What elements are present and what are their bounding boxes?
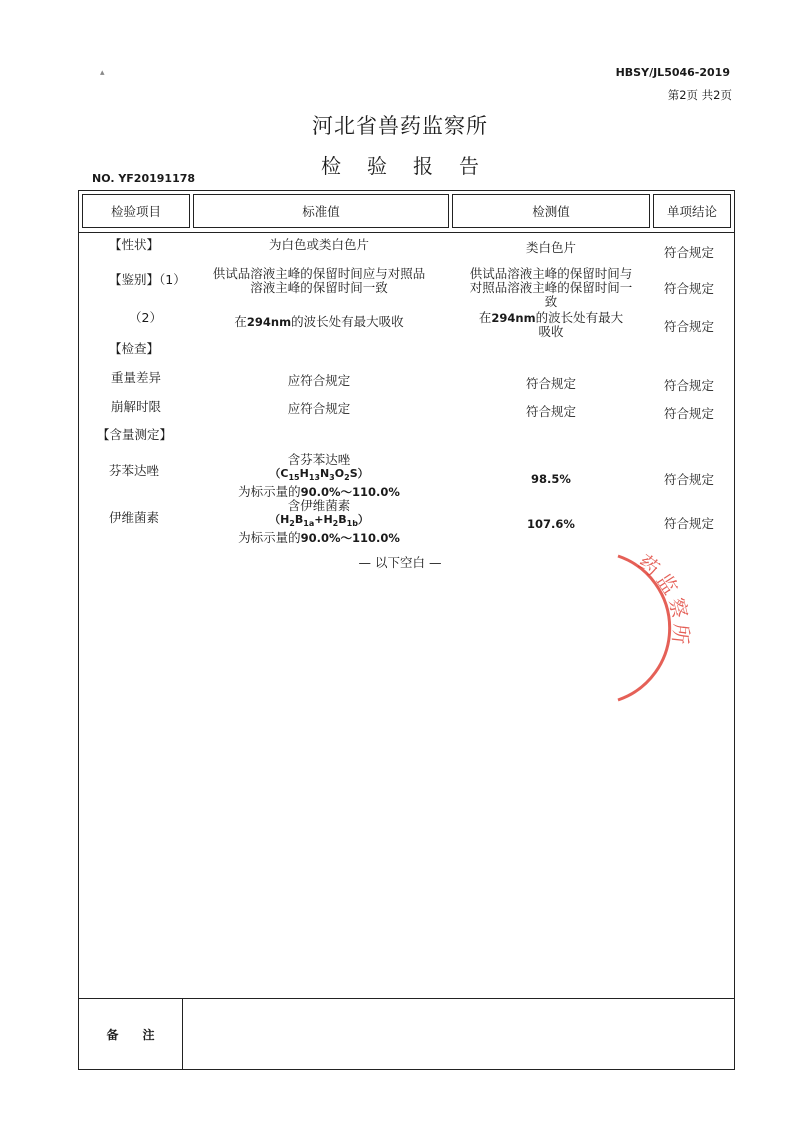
standard-ivermectin: 含伊维菌素 $(H_2B_{1a}+H_2B_{1b})$ 为标示量的90.0%～110.0% (189, 499, 449, 545)
item-identification-1: 【鉴别】（1） (109, 272, 186, 287)
standard-identification-1: 供试品溶液主峰的保留时间应与对照品 溶液主峰的保留时间一致 (212, 266, 426, 295)
seal-text: 药监察所 (633, 549, 694, 650)
result-appearance: 类白色片 (525, 240, 576, 255)
column-header-standard: 标准值 (193, 194, 449, 228)
remarks-label: 备注 (106, 1027, 179, 1042)
header-divider (79, 232, 734, 233)
conclusion-identification-1: 符合规定 (663, 281, 714, 296)
item-ivermectin: 伊维菌素 (109, 510, 160, 525)
document-code: HBSY/JL5046-2019 (615, 66, 730, 79)
end-of-content-mark: — 以下空白 — (358, 555, 442, 570)
svg-text:药监察所 (634, 550, 694, 650)
result-identification-2: 在294nm的波长处有最大 吸收 (478, 310, 624, 339)
table-header-row (79, 191, 734, 233)
result-weight-variation: 符合规定 (525, 376, 576, 391)
page-info: 第2页 共2页 (667, 88, 732, 102)
standard-identification-2: 在294nm的波长处有最大吸收 (234, 314, 404, 329)
item-appearance: 【性状】 (109, 237, 160, 252)
result-fenbendazole: 98.5% (531, 472, 571, 486)
formula-ivermectin: $(H_2B_{1a}+H_2B_{1b})$ (269, 513, 369, 529)
column-header-item: 检验项目 (82, 194, 190, 228)
conclusion-appearance: 符合规定 (663, 245, 714, 260)
item-weight-variation: 重量差异 (111, 370, 162, 385)
result-disintegration: 符合规定 (525, 404, 576, 419)
remarks-column-divider (182, 998, 183, 1070)
report-number: NO. YF20191178 (92, 172, 196, 185)
item-identification-2: （2） (129, 310, 162, 325)
section-assay: 【含量测定】 (97, 427, 173, 442)
conclusion-weight-variation: 符合规定 (663, 378, 714, 393)
column-header-conclusion: 单项结论 (653, 194, 731, 228)
report-title: 检验报告 (321, 154, 505, 178)
conclusion-fenbendazole: 符合规定 (663, 472, 714, 487)
conclusion-disintegration: 符合规定 (663, 406, 714, 421)
formula-fenbendazole: $(C_{15}H_{13}N_3O_2S)$ (269, 467, 369, 483)
item-fenbendazole: 芬苯达唑 (109, 463, 160, 478)
conclusion-identification-2: 符合规定 (663, 319, 714, 334)
standard-disintegration: 应符合规定 (287, 401, 351, 416)
organization-title: 河北省兽药监察所 (312, 114, 488, 138)
conclusion-ivermectin: 符合规定 (663, 516, 714, 531)
standard-weight-variation: 应符合规定 (287, 373, 351, 388)
standard-appearance: 为白色或类白色片 (268, 237, 369, 252)
item-disintegration: 崩解时限 (111, 399, 162, 414)
result-ivermectin: 107.6% (527, 517, 575, 531)
scan-speck: ▴ (100, 68, 105, 78)
result-identification-1: 供试品溶液主峰的保留时间与 对照品溶液主峰的保留时间一 致 (469, 266, 633, 309)
official-seal-stamp (590, 548, 750, 708)
section-inspection: 【检查】 (109, 341, 160, 356)
standard-fenbendazole: 含芬苯达唑 $(C_{15}H_{13}N_3O_2S)$ 为标示量的90.0%～110.0% (189, 453, 449, 499)
column-header-result: 检测值 (452, 194, 650, 228)
